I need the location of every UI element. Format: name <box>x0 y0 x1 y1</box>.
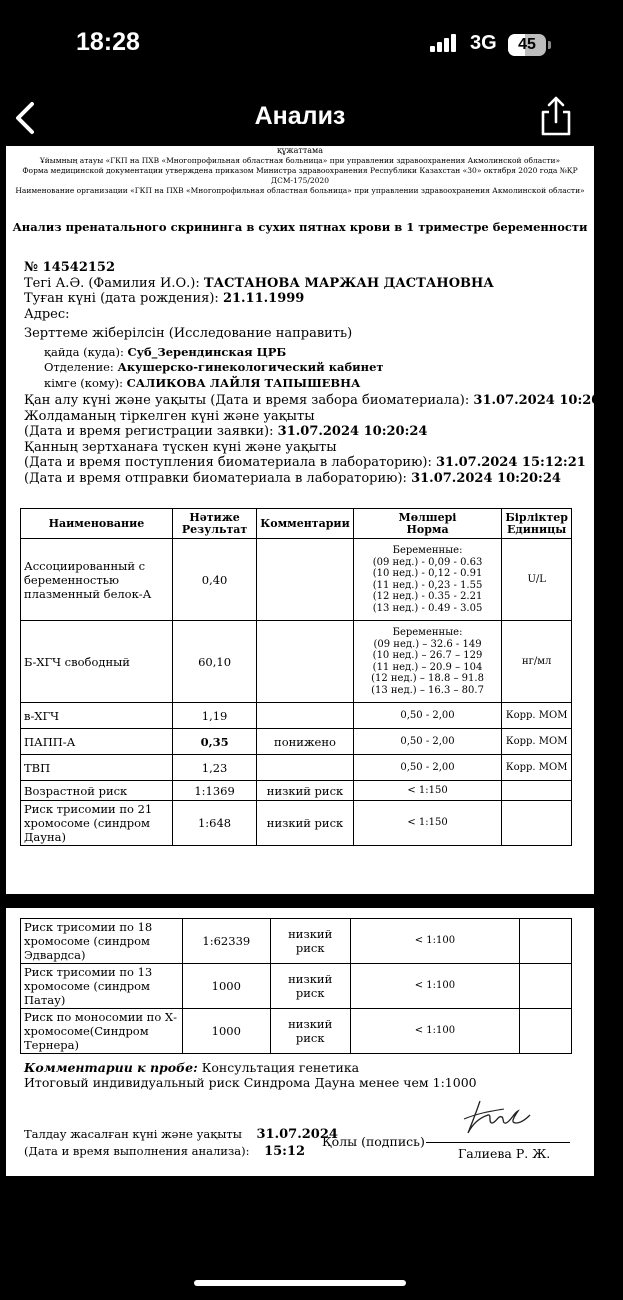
table-row <box>21 781 572 801</box>
send-label: (Дата и время отправки биоматериала в лабораторию): <box>24 470 407 486</box>
row-comment: низкий риск <box>257 781 353 801</box>
norm-line: (11 нед.) – 20.9 – 104 <box>372 661 483 673</box>
norm-line: 0,50 - 2,00 <box>400 761 455 773</box>
row-norm <box>353 539 502 621</box>
battery-level: 45 <box>518 36 536 53</box>
table-row <box>21 539 572 621</box>
send-date: 31.07.2024 10:20:24 <box>411 470 561 486</box>
norm-line: Беременные: <box>392 545 463 556</box>
handwritten-signature <box>458 1093 548 1138</box>
document-page-1[interactable] <box>6 146 623 894</box>
document-title: Анализ пренатального скрининга в сухих пятнах крови в 1 триместре беременности <box>12 220 588 234</box>
row-result: 1:62339 <box>182 919 270 964</box>
lab-label-2: (Дата и время поступления биоматериала в лабораторию): <box>24 455 432 470</box>
document-number: № 14542152 <box>24 260 116 275</box>
row-comment: низкий риск <box>270 964 350 1009</box>
row-name: Риск трисомии по 18 хромосоме (синдром Эдвардса) <box>21 919 183 964</box>
row-unit <box>502 781 572 801</box>
norm-line: (09 нед.) – 32.6 - 149 <box>373 638 482 650</box>
signer-name: Галиева Р. Ж. <box>458 1146 551 1161</box>
collect-label: Қан алу күні және уақыты (Дата и время забора биоматериала): <box>24 393 470 408</box>
norm-line: (12 нед.) – 18.8 – 91.8 <box>371 673 484 684</box>
header-line-1: Ұйымның атауы «ГКП на ПХВ «Многопрофильная областная больница» при управлении здравоохранения Акмолинской области» <box>39 156 561 165</box>
row-comment: понижено <box>257 729 353 755</box>
row-norm <box>353 801 502 846</box>
norm-line: (12 нед.) - 0.35 - 2.21 <box>372 591 483 602</box>
battery-nub <box>548 41 551 49</box>
row-norm <box>353 729 502 755</box>
row-name: ТВП <box>21 755 173 781</box>
row-name: Риск трисомии по 13 хромосоме (синдром Патау) <box>21 964 183 1009</box>
done-time: 15:12 <box>264 1144 306 1159</box>
table-row <box>21 1009 572 1054</box>
table-row <box>21 801 572 846</box>
col-header-norm: Мөлшері Норма <box>353 509 502 539</box>
done-label-1: Талдау жасалған күні және уақыты <box>24 1127 242 1141</box>
referral-dept: Акушерско-гинекологический кабинет <box>117 360 384 374</box>
header-fragment: құжаттама <box>276 146 324 155</box>
header-line-3: Наименование организации «ГКП на ПХВ «Многопрофильная областная больница» при управлении здравоохранения Акмолинской области» <box>15 186 585 195</box>
norm-line: Беременные: <box>392 627 463 638</box>
lab-date: 31.07.2024 15:12:21 <box>435 455 586 470</box>
document-page-2[interactable] <box>6 908 594 1176</box>
norm-line: (13 нед.) - 0.49 - 3.05 <box>372 602 483 614</box>
done-date: 31.07.2024 <box>256 1127 338 1142</box>
reg-date: 31.07.2024 10:20:24 <box>277 424 428 439</box>
row-comment <box>257 539 353 621</box>
row-result: 1:1369 <box>172 781 256 801</box>
norm-line: < 1:150 <box>407 784 448 796</box>
referral-where-label: қайда (куда): <box>44 344 124 359</box>
row-unit: нг/мл <box>502 621 572 703</box>
row-unit: Корр. МОМ <box>502 729 572 755</box>
table-row <box>21 729 572 755</box>
row-unit: Корр. МОМ <box>502 755 572 781</box>
row-result: 0,35 <box>172 729 256 755</box>
row-name: Возрастной риск <box>21 781 173 801</box>
referral-to-label: кімге (кому): <box>44 375 123 390</box>
name-label: Тегі А.Ә. (Фамилия И.О.): <box>24 275 200 291</box>
referral-dept-label: Отделение: <box>44 360 114 374</box>
row-name: в-ХГЧ <box>21 703 173 729</box>
norm-line: < 1:150 <box>407 817 448 829</box>
results-table-body <box>21 539 572 846</box>
table-row <box>21 621 572 703</box>
row-comment: низкий риск <box>257 801 353 846</box>
page-title: Анализ <box>254 102 346 130</box>
row-name: ПАПП-А <box>21 729 173 755</box>
dob-label: Туған күні (дата рождения): <box>24 291 219 306</box>
row-name: Б-ХГЧ свободный <box>21 621 173 703</box>
row-unit <box>520 919 572 964</box>
table-row <box>21 964 572 1009</box>
col-header-name: Наименование <box>21 509 173 539</box>
lab-label-1: Қанның зертханаға түскен күні және уақыты <box>24 439 337 455</box>
status-time: 18:28 <box>76 28 140 56</box>
norm-line: < 1:100 <box>414 980 456 992</box>
table-row <box>21 755 572 781</box>
total-risk: Итоговый индивидуальный риск Синдрома Дауна менее чем 1:1000 <box>24 1075 477 1090</box>
row-result: 60,10 <box>172 621 256 703</box>
sample-notes <box>24 1060 477 1090</box>
row-unit <box>502 801 572 846</box>
patient-info <box>24 260 623 486</box>
row-result: 0,40 <box>172 539 256 621</box>
home-indicator[interactable] <box>194 1280 406 1286</box>
norm-line: 0,50 - 2,00 <box>400 709 455 721</box>
comment-label: Комментарии к пробе: <box>24 1060 198 1075</box>
results-table <box>20 508 572 846</box>
row-unit: U/L <box>502 539 572 621</box>
referral-where: Суб_Зерендинская ЦРБ <box>127 344 287 359</box>
table-row <box>21 919 572 964</box>
norm-line: < 1:100 <box>414 935 456 947</box>
row-comment <box>257 621 353 703</box>
table-header-row <box>21 509 572 539</box>
sample-comment: Консультация генетика <box>201 1060 360 1075</box>
row-result: 1:648 <box>172 801 256 846</box>
patient-dob: 21.11.1999 <box>222 291 305 306</box>
signature-label: Қолы (подпись) <box>322 1134 425 1149</box>
row-name: Риск трисомии по 21 хромосоме (синдром Дауна) <box>21 801 173 846</box>
share-icon <box>537 94 575 138</box>
row-norm <box>353 703 502 729</box>
norm-line: (10 нед.) - 0,12 - 0.91 <box>372 568 483 579</box>
row-unit <box>520 1009 572 1054</box>
row-comment <box>257 755 353 781</box>
share-button[interactable] <box>537 94 575 138</box>
battery-icon <box>508 34 546 56</box>
address-label: Адрес: <box>24 306 70 322</box>
col-header-comment: Комментарии <box>257 509 353 539</box>
row-result: 1,23 <box>172 755 256 781</box>
col-header-result: Нәтиже Результат <box>172 509 256 539</box>
status-bar <box>0 0 600 90</box>
row-norm <box>353 781 502 801</box>
signature-line <box>426 1142 570 1143</box>
norm-line: (10 нед.) – 26.7 – 129 <box>372 650 483 661</box>
row-unit: Корр. МОМ <box>502 703 572 729</box>
done-label-2: (Дата и время выполнения анализа): <box>24 1144 250 1158</box>
norm-line: 0,50 - 2,00 <box>400 735 455 747</box>
reg-label-2: (Дата и время регистрации заявки): <box>24 424 274 439</box>
document-header <box>6 146 594 196</box>
referral-to: САЛИКОВА ЛАЙЛЯ ТАПЫШЕВНА <box>126 375 361 390</box>
reg-label-1: Жолдаманың тіркелген күні және уақыты <box>24 408 315 424</box>
col-header-units: Бірліктер Единицы <box>502 509 572 539</box>
results-table-continued <box>20 918 572 1054</box>
collect-date: 31.07.2024 10:20:00 <box>473 393 623 408</box>
row-comment <box>257 703 353 729</box>
nav-bar <box>0 90 600 146</box>
header-line-2: Форма медицинской документации утверждена приказом Министра здравоохранения Республики Казахстан «30» октября 2020 года №ҚР ДСМ-175/2020 <box>22 166 578 185</box>
row-name: Ассоциированный с беременностью плазменный белок-А <box>21 539 173 621</box>
row-norm <box>353 755 502 781</box>
norm-line: (11 нед.) - 0,23 - 1.55 <box>372 579 483 591</box>
row-comment: низкий риск <box>270 919 350 964</box>
row-comment: низкий риск <box>270 1009 350 1054</box>
row-name: Риск по моносомии по Х-хромосоме(Синдром Тернера) <box>21 1009 183 1054</box>
row-result: 1000 <box>182 964 270 1009</box>
row-norm <box>353 621 502 703</box>
patient-name: ТАСТАНОВА МАРЖАН ДАСТАНОВНА <box>203 275 494 291</box>
table-row <box>21 703 572 729</box>
row-result: 1,19 <box>172 703 256 729</box>
results-table-continued-body <box>21 919 572 1054</box>
referral-label: Зерттеме жіберілсін (Исследование направить) <box>24 326 353 341</box>
network-type: 3G <box>470 32 497 54</box>
analysis-date-block <box>24 1126 338 1160</box>
row-unit <box>520 964 572 1009</box>
norm-line: (09 нед.) - 0,09 - 0.63 <box>372 556 483 568</box>
row-norm <box>350 919 520 964</box>
row-norm <box>350 964 520 1009</box>
norm-line: (13 нед.) – 16.3 – 80.7 <box>371 684 484 696</box>
row-norm <box>350 1009 520 1054</box>
norm-line: < 1:100 <box>414 1025 456 1037</box>
row-result: 1000 <box>182 1009 270 1054</box>
